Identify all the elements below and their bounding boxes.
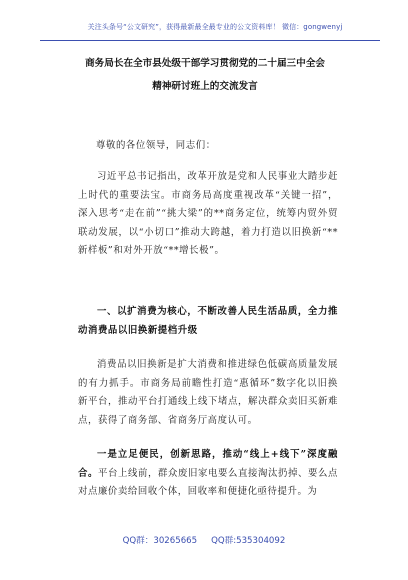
section-heading-1: 一、以扩消费为核心，不断改善人民生活品质，全力推动消费品以旧换新提档升级 [78, 306, 338, 336]
document-title-line-2: 精神研讨班上的交流发言 [152, 81, 258, 92]
footer-qq-group-2: QQ群:535304092 [211, 536, 286, 546]
footer-qq-groups [0, 534, 408, 546]
header-divider [40, 40, 380, 41]
salutation: 尊敬的各位领导，同志们： [96, 140, 216, 151]
point-1-lead: 一是立足便民，创新思路，推动“线上+线下”深度融合。 [78, 449, 338, 479]
paragraph-point-1 [78, 446, 338, 502]
point-1-body: 平台上线前，群众废旧家电要么直接淘汰扔掉、要么点对点廉价卖给回收个体，回收率和便捷化亟待提升。为 [78, 467, 339, 498]
paragraph-trade-in: 消费品以旧换新是扩大消费和推进绿色低碳高质量发展的有力抓手。市商务局前瞻性打造“惠循环”数字化以旧换新平台，推动平台打通线上线下堵点，解决群众卖旧买新难点，获得了商务部、省商务厅高度认可。 [78, 359, 338, 426]
header-note: 关注头条号“公文研究”，获得最新最全最专业的公文资料库！ 微信：gongwenyj [87, 23, 343, 31]
paragraph-intro: 习近平总书记指出，改革开放是党和人民事业大踏步赶上时代的重要法宝。市商务局高度重视改革“关键一招”，深入思考“走在前”“挑大梁”的**商务定位，统筹内贸外贸联动发展，以“小切口”推动大跨越，着力打造以旧换新“**新样板”和对外开放“**增长极”。 [78, 171, 338, 257]
document-title-line-1: 商务局长在全市县处级干部学习贯彻党的二十届三中全会 [85, 58, 325, 69]
footer-qq-group-1: QQ群：30265665 [122, 536, 198, 546]
